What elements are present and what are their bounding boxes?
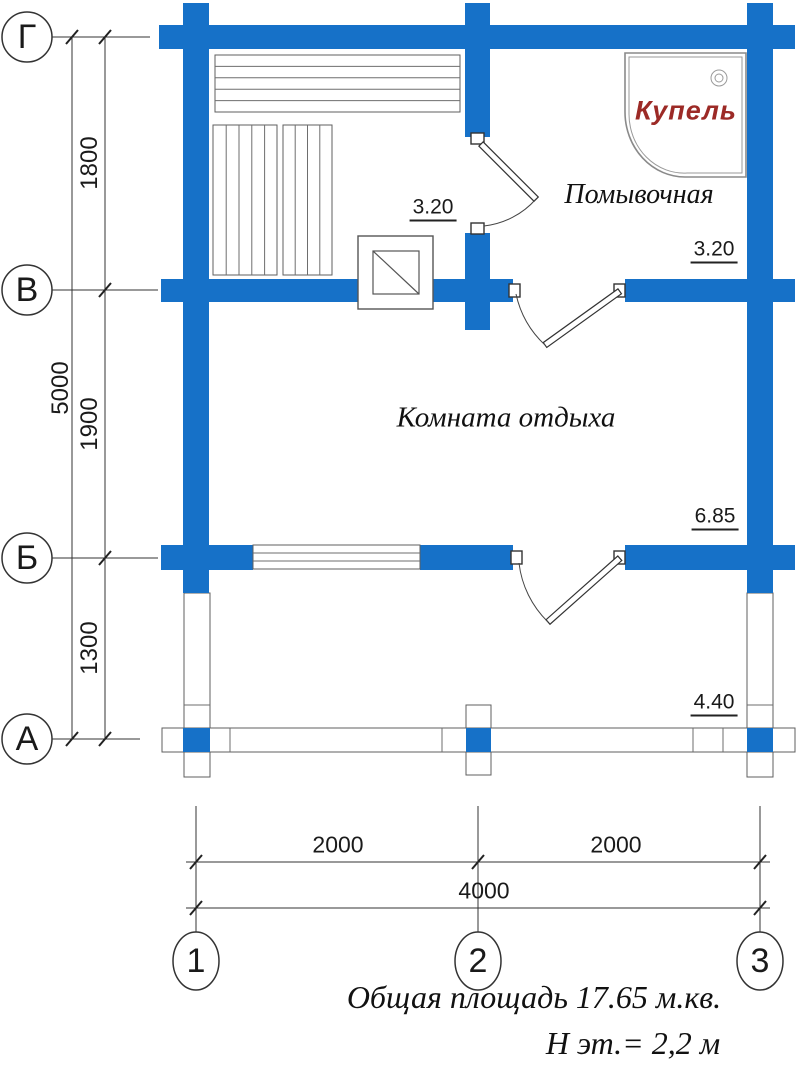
room-name-rest: Комната отдыха: [396, 401, 616, 434]
dim-left-1800: 1800: [76, 136, 103, 190]
axis-col-1: 1: [186, 942, 206, 980]
door-washing: [509, 284, 625, 347]
axis-row-v: В: [15, 271, 39, 309]
dim-left-1300: 1300: [76, 621, 103, 675]
axis-col-2: 2: [468, 942, 488, 980]
axis-row-g: Г: [17, 18, 37, 56]
dim-left-total-5000: 5000: [47, 361, 74, 415]
area-porch: 4.40: [691, 692, 738, 717]
dim-left-1900: 1900: [76, 397, 103, 451]
axis-row-b: Б: [15, 539, 39, 577]
axis-row-a: А: [15, 720, 39, 758]
door-sauna: [471, 133, 538, 234]
dim-bottom-total-4000: 4000: [458, 877, 510, 904]
dim-bottom-2000-a: 2000: [312, 831, 364, 858]
dim-bottom-2000-b: 2000: [590, 831, 642, 858]
window-symbol: [253, 545, 420, 569]
area-washing-room: 3.20: [691, 239, 738, 264]
area-steam-room: 3.20: [410, 197, 457, 222]
room-name-washing: Помывочная: [564, 179, 714, 210]
stove-symbol: [358, 236, 433, 309]
plunge-pool-label: Купель: [635, 95, 737, 126]
floor-height-text: Н эт.= 2,2 м: [545, 1025, 721, 1061]
axis-col-3: 3: [750, 942, 770, 980]
area-rest-room: 6.85: [692, 506, 739, 531]
total-area-text: Общая площадь 17.65 м.кв.: [346, 979, 722, 1015]
door-entrance: [511, 551, 625, 624]
